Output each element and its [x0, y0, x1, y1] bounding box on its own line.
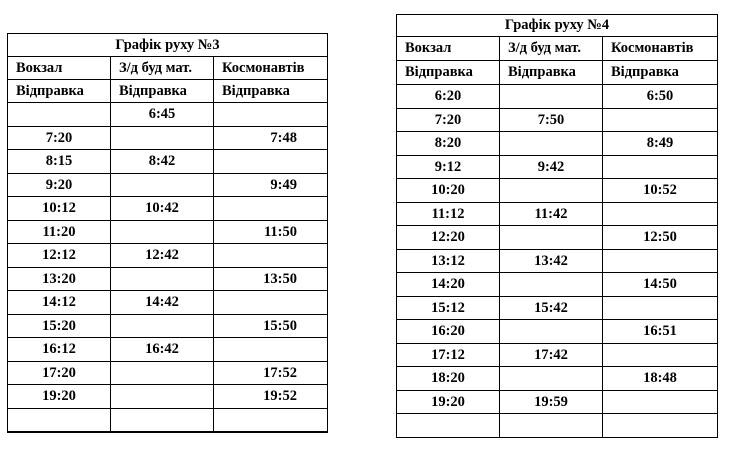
table-row — [397, 367, 718, 391]
time-cell — [111, 361, 214, 385]
schedule-4-body — [397, 85, 718, 438]
time-cell: 15:42 — [500, 296, 603, 320]
time-cell: 19:20 — [8, 385, 111, 409]
column-header-zd-bud-mat: З/д буд мат. — [111, 57, 214, 80]
time-cell: 12:50 — [603, 226, 718, 250]
time-cell: 14:42 — [111, 291, 214, 315]
time-cell — [111, 314, 214, 338]
time-cell — [8, 103, 111, 127]
time-cell: 7:50 — [500, 108, 603, 132]
time-cell: 9:20 — [8, 173, 111, 197]
column-header-vokzal: Вокзал — [8, 57, 111, 80]
time-cell — [500, 179, 603, 203]
time-cell — [603, 108, 718, 132]
table-row — [397, 226, 718, 250]
time-cell — [500, 273, 603, 297]
time-cell: 9:49 — [214, 173, 328, 197]
time-cell: 15:50 — [214, 314, 328, 338]
time-cell: 19:59 — [500, 390, 603, 414]
time-cell: 8:15 — [8, 150, 111, 174]
time-cell — [500, 367, 603, 391]
table-row — [397, 320, 718, 344]
time-cell: 18:48 — [603, 367, 718, 391]
table-row — [397, 414, 718, 438]
time-cell — [500, 414, 603, 438]
time-cell — [603, 343, 718, 367]
time-cell: 14:20 — [397, 273, 500, 297]
time-cell — [603, 155, 718, 179]
column-header-vokzal: Вокзал — [397, 37, 500, 61]
time-cell: 13:20 — [8, 267, 111, 291]
table-row — [397, 179, 718, 203]
time-cell — [111, 173, 214, 197]
table-row — [8, 173, 328, 197]
time-cell: 13:12 — [397, 249, 500, 273]
table-row — [397, 296, 718, 320]
table-row — [8, 314, 328, 338]
table-row — [8, 126, 328, 150]
table-row — [397, 85, 718, 109]
time-cell: 6:20 — [397, 85, 500, 109]
time-cell — [603, 296, 718, 320]
schedule-3-title: Графік руху №3 — [8, 34, 328, 57]
time-cell: 19:20 — [397, 390, 500, 414]
time-cell: 10:52 — [603, 179, 718, 203]
time-cell: 11:12 — [397, 202, 500, 226]
time-cell: 19:52 — [214, 385, 328, 409]
table-row — [8, 361, 328, 385]
time-cell: 7:48 — [214, 126, 328, 150]
column-header-kosmonavtiv: Космонавтів — [214, 57, 328, 80]
time-cell — [214, 150, 328, 174]
time-cell: 15:12 — [397, 296, 500, 320]
time-cell — [111, 220, 214, 244]
time-cell: 9:12 — [397, 155, 500, 179]
schedule-4-table — [396, 14, 718, 438]
time-cell — [500, 226, 603, 250]
time-cell: 17:52 — [214, 361, 328, 385]
time-cell — [603, 414, 718, 438]
time-cell — [111, 267, 214, 291]
subheader-departure: Відправка — [8, 80, 111, 103]
time-cell — [214, 291, 328, 315]
time-cell — [603, 390, 718, 414]
time-cell — [500, 132, 603, 156]
table-row — [397, 202, 718, 226]
time-cell: 10:12 — [8, 197, 111, 221]
time-cell: 16:20 — [397, 320, 500, 344]
time-cell: 13:42 — [500, 249, 603, 273]
table-row — [8, 244, 328, 268]
subheader-departure: Відправка — [397, 61, 500, 85]
subheader-departure: Відправка — [214, 80, 328, 103]
subheader-departure: Відправка — [111, 80, 214, 103]
time-cell — [500, 320, 603, 344]
time-cell — [397, 414, 500, 438]
time-cell — [603, 249, 718, 273]
time-cell — [603, 202, 718, 226]
time-cell: 15:20 — [8, 314, 111, 338]
table-row — [397, 343, 718, 367]
time-cell: 10:42 — [111, 197, 214, 221]
time-cell — [214, 338, 328, 362]
time-cell — [214, 103, 328, 127]
table-row — [8, 220, 328, 244]
time-cell: 7:20 — [397, 108, 500, 132]
column-header-kosmonavtiv: Космонавтів — [603, 37, 718, 61]
schedule-3-table — [7, 33, 328, 433]
time-cell: 16:12 — [8, 338, 111, 362]
table-row — [397, 108, 718, 132]
time-cell: 8:42 — [111, 150, 214, 174]
time-cell: 11:42 — [500, 202, 603, 226]
time-cell: 11:50 — [214, 220, 328, 244]
time-cell — [111, 385, 214, 409]
table-row — [397, 132, 718, 156]
time-cell: 6:50 — [603, 85, 718, 109]
time-cell: 17:12 — [397, 343, 500, 367]
time-cell: 12:12 — [8, 244, 111, 268]
time-cell: 9:42 — [500, 155, 603, 179]
table-row — [397, 249, 718, 273]
time-cell: 17:20 — [8, 361, 111, 385]
time-cell: 10:20 — [397, 179, 500, 203]
subheader-departure: Відправка — [603, 61, 718, 85]
time-cell: 12:42 — [111, 244, 214, 268]
time-cell: 18:20 — [397, 367, 500, 391]
table-row — [8, 103, 328, 127]
time-cell — [111, 126, 214, 150]
time-cell: 16:51 — [603, 320, 718, 344]
time-cell: 17:42 — [500, 343, 603, 367]
time-cell: 14:50 — [603, 273, 718, 297]
time-cell: 8:20 — [397, 132, 500, 156]
table-row — [8, 338, 328, 362]
table-row — [8, 385, 328, 409]
table-row — [8, 267, 328, 291]
table-row — [8, 150, 328, 174]
time-cell — [500, 85, 603, 109]
time-cell: 6:45 — [111, 103, 214, 127]
time-cell: 12:20 — [397, 226, 500, 250]
time-cell — [214, 408, 328, 432]
time-cell — [111, 408, 214, 432]
table-row — [8, 408, 328, 432]
table-row — [397, 390, 718, 414]
time-cell: 11:20 — [8, 220, 111, 244]
table-row — [8, 197, 328, 221]
time-cell: 13:50 — [214, 267, 328, 291]
table-row — [8, 291, 328, 315]
schedule-3-body — [8, 103, 328, 433]
schedule-4-title: Графік руху №4 — [397, 15, 718, 37]
time-cell — [214, 244, 328, 268]
table-row — [397, 273, 718, 297]
time-cell: 14:12 — [8, 291, 111, 315]
column-header-zd-bud-mat: З/д буд мат. — [500, 37, 603, 61]
time-cell — [214, 197, 328, 221]
time-cell: 16:42 — [111, 338, 214, 362]
time-cell: 7:20 — [8, 126, 111, 150]
time-cell: 8:49 — [603, 132, 718, 156]
table-row — [397, 155, 718, 179]
time-cell — [8, 408, 111, 432]
subheader-departure: Відправка — [500, 61, 603, 85]
